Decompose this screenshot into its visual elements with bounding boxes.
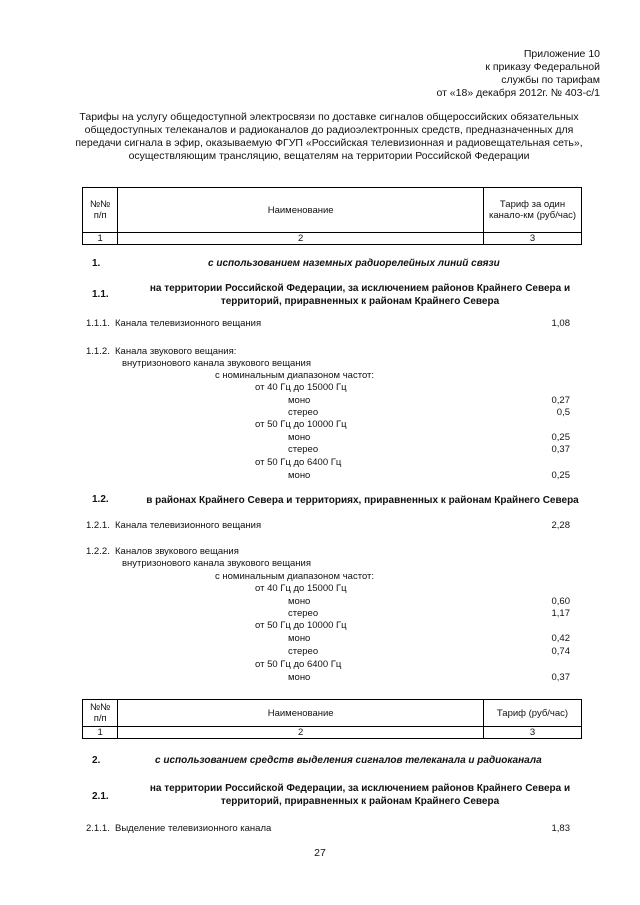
item-number: 2.1.1.: [86, 823, 110, 834]
col-number-index: 1: [83, 727, 118, 739]
subsection-title: [130, 782, 590, 808]
frequency-range: от 50 Гц до 6400 Гц: [255, 659, 342, 670]
item-sublabel: с номинальным диапазоном частот:: [215, 370, 375, 381]
section-title: с использованием наземных радиорелейных линий связи: [208, 258, 500, 269]
frequency-range: от 40 Гц до 15000 Гц: [255, 382, 347, 393]
appendix-line: от «18» декабря 2012г. № 403-с/1: [436, 87, 600, 99]
mode-label: моно: [288, 432, 311, 443]
item-number: 1.1.1.: [86, 318, 110, 329]
mode-label: моно: [288, 633, 311, 644]
col-number-header: №№ п/п: [83, 700, 118, 727]
title-line: общедоступных телеканалов и радиоканалов до радиоэлектронных средств, предназначенных для: [84, 124, 574, 136]
section-number: 1.: [92, 258, 101, 269]
title-line: осуществляющим трансляцию, вещателям на территории Российской Федерации: [128, 150, 530, 162]
item-number: 1.2.2.: [86, 546, 110, 557]
mode-label: стерео: [288, 646, 319, 657]
table-header-1: [82, 187, 582, 245]
col-number-index: 1: [83, 233, 118, 245]
col-tariff-header: Тариф за один канало-км (руб/час): [484, 188, 582, 233]
title-line: Тарифы на услугу общедоступной электросвязи по доставке сигналов общероссийских обязательных: [79, 111, 579, 123]
subsection-title-line: на территории Российской Федерации, за исключением районов Крайнего Севера и: [149, 283, 571, 294]
tariff-value: 0,5: [556, 407, 570, 418]
frequency-range: от 50 Гц до 10000 Гц: [255, 620, 347, 631]
subsection-title-line: территорий, приравненных к районам Крайнего Севера: [220, 296, 500, 307]
subsection-number: 1.1.: [92, 289, 109, 300]
item-label: Канала телевизионного вещания: [115, 318, 262, 329]
item-sublabel: с номинальным диапазоном частот:: [215, 571, 375, 582]
col-tariff-index: 3: [484, 727, 582, 739]
tariff-value: 0,37: [551, 672, 570, 683]
tariff-value: 0,37: [551, 444, 570, 455]
item-label: Выделение телевизионного канала: [115, 823, 272, 834]
mode-label: стерео: [288, 407, 319, 418]
col-name-index: 2: [118, 727, 484, 739]
appendix-header: [436, 48, 600, 100]
subsection-number: 1.2.: [92, 494, 109, 505]
appendix-line: службы по тарифам: [501, 74, 600, 86]
mode-label: стерео: [288, 444, 319, 455]
tariff-value: 1,08: [551, 318, 570, 329]
col-tariff-header: Тариф (руб/час): [484, 700, 582, 727]
subsection-title: [130, 282, 590, 308]
subsection-title-line: территорий, приравненных к районам Крайнего Севера: [220, 796, 500, 807]
mode-label: моно: [288, 596, 311, 607]
subsection-number: 2.1.: [92, 791, 109, 802]
tariff-value: 1,17: [551, 608, 570, 619]
title-line: передачи сигнала в эфир, оказываемую ФГУП «Российская телевизионная и радиовещательная сеть»,: [75, 137, 583, 149]
frequency-range: от 50 Гц до 10000 Гц: [255, 419, 347, 430]
mode-label: стерео: [288, 608, 319, 619]
subsection-title: в районах Крайнего Севера и территориях, приравненных к районам Крайнего Севера: [146, 495, 579, 506]
frequency-range: от 40 Гц до 15000 Гц: [255, 583, 347, 594]
mode-label: моно: [288, 672, 311, 683]
section-number: 2.: [92, 755, 101, 766]
mode-label: моно: [288, 395, 311, 406]
col-tariff-index: 3: [484, 233, 582, 245]
tariff-value: 0,27: [551, 395, 570, 406]
tariff-value: 2,28: [551, 520, 570, 531]
table-header-2: [82, 699, 582, 739]
tariff-value: 0,74: [551, 646, 570, 657]
page-number: 27: [314, 847, 326, 859]
appendix-line: Приложение 10: [523, 48, 600, 60]
col-name-header: Наименование: [118, 700, 484, 727]
document-title: [70, 111, 588, 163]
tariff-value: 0,25: [551, 470, 570, 481]
item-sublabel: внутризонового канала звукового вещания: [122, 358, 312, 369]
appendix-line: к приказу Федеральной: [485, 61, 600, 73]
tariff-value: 0,60: [551, 596, 570, 607]
col-name-index: 2: [118, 233, 484, 245]
mode-label: моно: [288, 470, 311, 481]
item-label: Каналов звукового вещания: [115, 546, 239, 557]
section-title: с использованием средств выделения сигналов телеканала и радиоканала: [155, 755, 542, 766]
item-number: 1.2.1.: [86, 520, 110, 531]
tariff-value: 1,83: [551, 823, 570, 834]
item-sublabel: внутризонового канала звукового вещания: [122, 558, 312, 569]
item-number: 1.1.2.: [86, 346, 110, 357]
col-number-header: №№ п/п: [83, 188, 118, 233]
frequency-range: от 50 Гц до 6400 Гц: [255, 457, 342, 468]
subsection-title-line: на территории Российской Федерации, за исключением районов Крайнего Севера и: [149, 783, 571, 794]
tariff-value: 0,42: [551, 633, 570, 644]
tariff-value: 0,25: [551, 432, 570, 443]
item-label: Канала звукового вещания:: [115, 346, 237, 357]
col-name-header: Наименование: [118, 188, 484, 233]
item-label: Канала телевизионного вещания: [115, 520, 262, 531]
